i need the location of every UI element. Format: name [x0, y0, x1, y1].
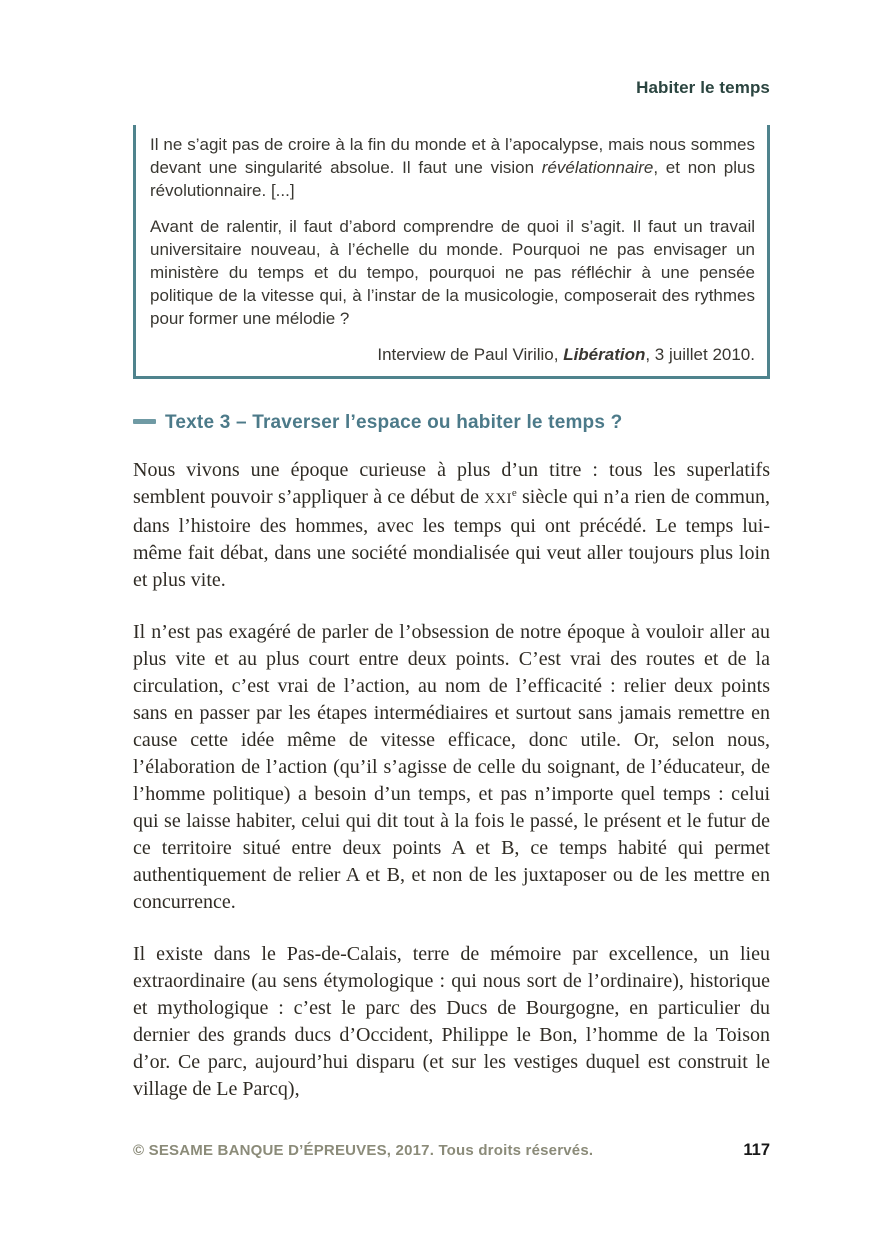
running-header-text: Habiter le temps — [636, 78, 770, 97]
page-footer — [133, 1141, 770, 1160]
section-title-text: Texte 3 – Traverser l’espace ou habiter le temps ? — [165, 412, 623, 433]
century-ordinal: e — [511, 487, 517, 499]
quote-paragraph-2: Avant de ralentir, il faut d’abord comprendre de quoi il s’agit. Il faut un travail universitaire nouveau, à l’échelle du monde. Pourquoi ne pas envisager un ministère du temps et du tempo, pourquoi ne pas réfléchir à une pensée politique de la vitesse qui, à l’instar de la musicologie, composerait des rythmes pour former une mélodie ? — [150, 217, 755, 328]
section-title — [133, 410, 770, 435]
attribution-text: Interview de Paul Virilio, — [377, 345, 564, 364]
running-header — [133, 78, 770, 98]
body-paragraph-3: Il existe dans le Pas-de-Calais, terre de mémoire par excellence, un lieu extraordinaire (au sens étymologique : qui nous sort de l’ordinaire), historique et mythologique : c’est le parc des Ducs de Bourgogne, en particulier du dernier des grands ducs d’Occident, Philippe le Bon, l’homme de la Toison d’or. Ce parc, aujourd’hui disparu (et sur les vestiges duquel est construit le village de Le Parcq), — [133, 943, 770, 1100]
page-number: 117 — [743, 1141, 770, 1159]
quote-text: , et non plus révolutionnaire. [...] — [150, 158, 755, 200]
copyright-notice: © SESAME BANQUE D’ÉPREUVES, 2017. Tous droits réservés. — [133, 1142, 594, 1159]
century-small-caps: XXI — [484, 491, 512, 507]
section-dash-icon — [133, 419, 156, 424]
quote-box — [133, 125, 770, 379]
quote-text: Il ne s’agit pas de croire à la fin du monde et à l’apocalypse, mais nous sommes devant une singularité absolue. Il faut une vision — [150, 135, 755, 177]
quote-attribution — [150, 343, 755, 366]
body-text: Nous vivons une époque curieuse à plus d’un titre : tous les superlatifs semblent pouvoir s’appliquer à ce début de — [133, 459, 770, 508]
attribution-source-title: Libération — [563, 345, 646, 364]
quote-italic-term: révélationnaire — [541, 158, 654, 177]
body-paragraph-1 — [133, 457, 770, 594]
body-paragraph-2: Il n’est pas exagéré de parler de l’obsession de notre époque à vouloir aller au plus vite et au plus court entre deux points. C’est vrai des routes et de la circulation, c’est vrai de l’action, au nom de l’efficacité : relier deux points sans en passer par les étapes intermédiaires et surtout sans jamais remettre en cause cette idée même de vitesse efficace, donc utile. Or, selon nous, l’élaboration de l’action (qu’il s’agisse de celle du soignant, de l’éducateur, de l’homme politique) a besoin d’un temps, et pas n’importe quel temps : celui qui se laisse habiter, celui qui dit tout à la fois le passé, le présent et le futur de ce territoire situé entre deux points A et B, ce temps habité qui permet authentiquement de relier A et B, et non de les juxtaposer ou de les mettre en concurrence. — [133, 621, 770, 913]
body-text: siècle qui n’a rien de commun, dans l’histoire des hommes, avec les temps qui ont précédé. Le temps lui-même fait débat, dans une société mondialisée qui veut aller toujours plus loin et plus vite. — [133, 486, 770, 591]
attribution-text: , 3 juillet 2010. — [645, 345, 755, 364]
article-body — [133, 457, 770, 1128]
quote-paragraph-1 — [150, 133, 755, 202]
